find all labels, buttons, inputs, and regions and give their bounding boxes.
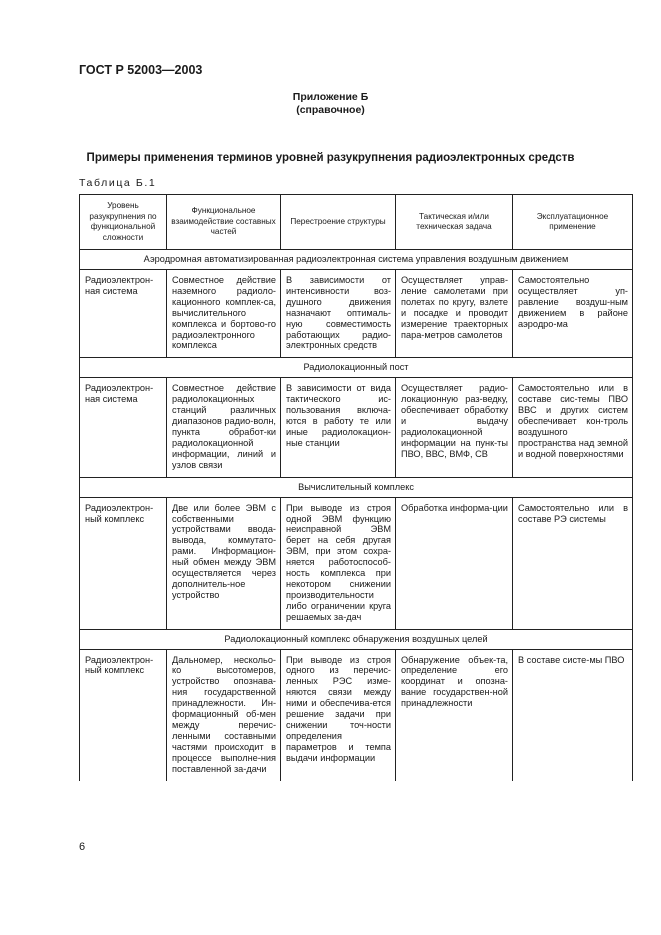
column-header-level: Уровень разукрупнения по функциональной сложности bbox=[80, 195, 167, 250]
column-header-usage: Эксплуатационное применение bbox=[513, 195, 633, 250]
table-caption: Таблица Б.1 bbox=[79, 177, 157, 189]
table-row bbox=[80, 270, 633, 358]
table-cell: Осуществляет управ-ление самолетами при полетах по кругу, взлете и посадке и проводит измерение траекторных пара-метров самолетов bbox=[396, 270, 513, 358]
page-heading: Примеры применения терминов уровней разукрупнения радиоэлектронных средств bbox=[86, 152, 575, 164]
table-section-row bbox=[80, 629, 633, 649]
table-section-row bbox=[80, 250, 633, 270]
table-cell: Радиоэлектрон-ный комплекс bbox=[80, 649, 167, 780]
table-cell: Самостоятельно осуществляет уп-равление воздуш-ным движением в районе аэродро-ма bbox=[513, 270, 633, 358]
page-number: 6 bbox=[79, 841, 86, 853]
section-title: Вычислительный комплекс bbox=[80, 477, 633, 497]
column-header-restructuring: Перестроение структуры bbox=[281, 195, 396, 250]
table-header-row bbox=[80, 195, 633, 250]
table-cell: Совместное действие радиолокационных станций различных диапазонов радио-волн, пункта обработ-ки радиолокационной информации, линий и узлов связи bbox=[167, 378, 281, 477]
table-cell: Дальномер, нескольо-ко высотомеров, устройство опознава-ния государственной принадлежности. Ин-формационный об-мен между перечис-ленными составными частями происходит в процессе выполне-ния поставленной за-дачи bbox=[167, 649, 281, 780]
table-row bbox=[80, 497, 633, 629]
section-title: Аэродромная автоматизированная радиоэлектронная система управления воздушным движением bbox=[80, 250, 633, 270]
table-cell: Самостоятельно или в составе сис-темы ПВО ВВС и других систем обеспечивает кон-троль воздушного пространства над земной и водной поверхностями bbox=[513, 378, 633, 477]
section-title: Радиолокационный комплекс обнаружения воздушных целей bbox=[80, 629, 633, 649]
table-section-row bbox=[80, 477, 633, 497]
table-cell: Радиоэлектрон-ная система bbox=[80, 270, 167, 358]
table-cell: В составе систе-мы ПВО bbox=[513, 649, 633, 780]
table-cell: Две или более ЭВМ с собственными устройствами вводa-вывода, коммутато-рами. Информацион-ный обмен между ЭВМ осуществляется через дополнитель-ное устройство bbox=[167, 497, 281, 629]
table-cell: Радиоэлектрон-ная система bbox=[80, 378, 167, 477]
appendix-title: Приложение Б bbox=[292, 91, 369, 103]
table-cell: Самостоятельно или в составе РЭ системы bbox=[513, 497, 633, 629]
appendix-heading bbox=[0, 91, 661, 117]
table-cell: В зависимости от вида тактического ис-пользования включа-ются в работу те или иные радиолокацион-ные станции bbox=[281, 378, 396, 477]
table-cell: Обнаружение объек-та, определение его координат и опозна-вание государствен-ной принадлежности bbox=[396, 649, 513, 780]
table-cell: Совместное действие наземного радиоло-кационного комплек-са, вычислительного комплекса и бортово-го радиоэлектронного комплекса bbox=[167, 270, 281, 358]
table-cell: Осуществляет радио-локационную раз-ведку, обеспечивает обработку и выдачу радиолокационной информации на пунк-ты ПВО, ВВС, ВМФ, СВ bbox=[396, 378, 513, 477]
table-row bbox=[80, 378, 633, 477]
table-cell: В зависимости от интенсивности воз-душного движения назначают оптималь-ную совместимость работающих радио-электронных средств bbox=[281, 270, 396, 358]
table-cell: Обработка информа-ции bbox=[396, 497, 513, 629]
table-row bbox=[80, 649, 633, 780]
appendix-subtitle: (справочное) bbox=[296, 104, 365, 116]
standard-code: ГОСТ Р 52003—2003 bbox=[79, 63, 203, 77]
table-section-row bbox=[80, 358, 633, 378]
column-header-task: Тактическая и/или техническая задача bbox=[396, 195, 513, 250]
terms-table bbox=[79, 194, 633, 781]
section-title: Радиолокационный пост bbox=[80, 358, 633, 378]
table-cell: Радиоэлектрон-ный комплекс bbox=[80, 497, 167, 629]
table-cell: При выводе из строя одной ЭВМ функцию неисправной ЭВМ берет на себя другая ЭВМ, при этом сохра-няется работоспособ-ность комплекса при некотором снижении производительности либо ограничении круга решаемых за-дач bbox=[281, 497, 396, 629]
column-header-interaction: Функциональное взаимодействие составных частей bbox=[167, 195, 281, 250]
table-cell: При выводе из строя одного из перечис-ленных РЭС изме-няются связи между ними и обеспечива-ется решение задачи при снижении точ-ности определения параметров и темпа выдачи информации bbox=[281, 649, 396, 780]
